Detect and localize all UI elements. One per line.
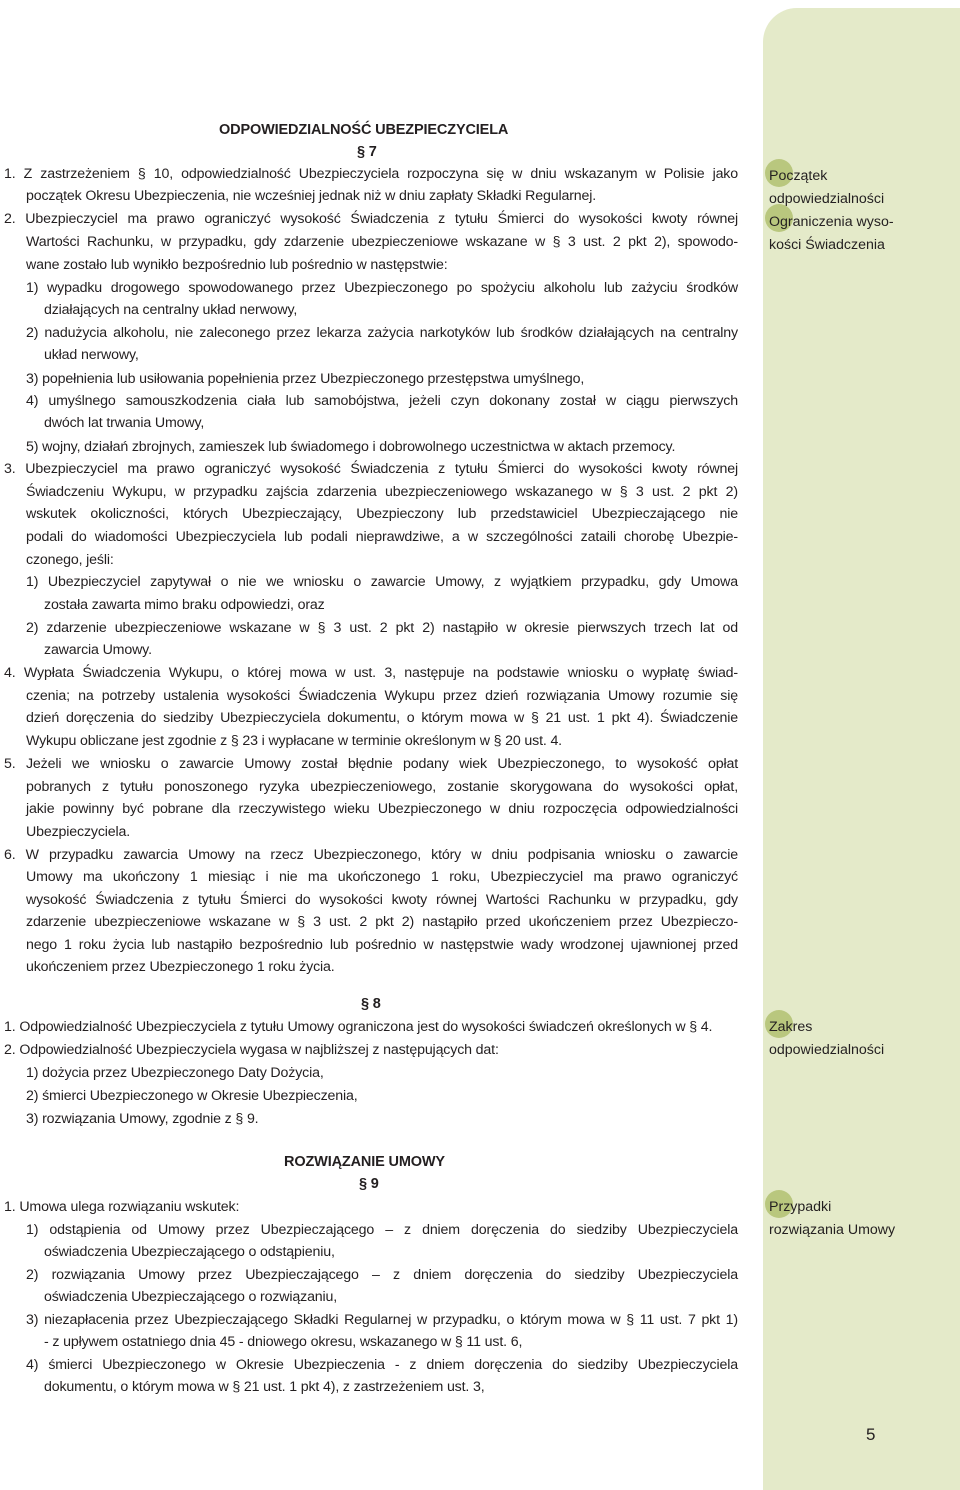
paragraph-line: początek Okresu Ubezpieczenia, nie wcześniej jednak niż w dniu zapłaty Składki Regularnej. [26,188,597,204]
paragraph-line: nego 1 roku życia lub nastąpiło bezpośrednio lub pośrednio w następstwie wady wrodzonej ujawnionej przed [26,937,738,953]
paragraph-line: jakie powinny być pobrane dla rzeczywistego wieku Ubezpieczonego w dniu rozpoczęcia odpowiedzialności [26,801,738,817]
list-item: 1) dożycia przez Ubezpieczonego Daty Dożycia, [26,1065,324,1081]
heading-termination: ROZWIĄZANIE UMOWY [284,1154,445,1170]
margin-note: odpowiedzialności [769,191,885,207]
list-item: 3) rozwiązania Umowy, zgodnie z § 9. [26,1111,259,1127]
margin-note: Początek [769,168,828,184]
paragraph-line: 3. Ubezpieczyciel ma prawo ograniczyć wysokość Świadczenia z tytułu Śmierci do wysokości kwoty równej [4,461,738,477]
list-item-continuation: dwóch lat trwania Umowy, [44,415,205,431]
margin-note: odpowiedzialności [769,1042,885,1058]
paragraph-line: Ubezpieczyciela. [26,824,131,840]
paragraph-line: Umowy ma ukończony 1 miesiąc i nie ma ukończonego 1 roku, Ubezpieczyciel ma prawo ograniczyć [26,869,738,885]
paragraph-line: wane zostało lub wynikło bezpośrednio lub pośrednio w następstwie: [26,257,448,273]
paragraph-line: 2. Ubezpieczyciel ma prawo ograniczyć wysokość Świadczenia z tytułu Śmierci do wysokości kwoty równej [4,211,738,227]
paragraph-line: ukończeniem przez Ubezpieczonego 1 roku życia. [26,959,335,975]
paragraph-line: czonego, jeśli: [26,552,114,568]
list-item: 4) śmierci Ubezpieczonego w Okresie Ubezpieczenia - z dniem doręczenia do siedziby Ubezpieczyciela [26,1357,738,1373]
paragraph-line: Świadczeniu Wykupu, w przypadku zajścia zdarzenia ubezpieczeniowego wskazanego w § 3 ust. 2 pkt 2) [26,484,738,500]
list-item: 1) odstąpienia od Umowy przez Ubezpieczającego – z dniem doręczenia do siedziby Ubezpieczyciela [26,1222,738,1238]
paragraph-line: 5. Jeżeli we wniosku o zawarcie Umowy został błędnie podany wiek Ubezpieczonego, to wysokość opłat [4,756,738,772]
list-item-continuation: działających na centralny układ nerwowy, [44,302,298,318]
list-item-continuation: oświadczenia Ubezpieczającego o rozwiązaniu, [44,1289,338,1305]
page-number: 5 [866,1425,876,1444]
list-item: 3) niezapłacenia przez Ubezpieczającego Składki Regularnej w przypadku, o którym mowa w § 11 ust. 7 pkt 1) [26,1312,738,1328]
list-item-continuation: oświadczenia Ubezpieczającego o odstąpieniu, [44,1244,335,1260]
list-item-continuation: dokumentu, o którym mowa w § 21 ust. 1 pkt 4), z zastrzeżeniem ust. 3, [44,1379,485,1395]
paragraph-line: 4. Wypłata Świadczenia Wykupu, o której mowa w ust. 3, następuje na podstawie wniosku o wypłatę świad- [4,665,738,681]
paragraph-line: Wykupu obliczane jest zgodnie z § 23 i wypłacane w terminie określonym w § 20 ust. 4. [26,733,562,749]
margin-note: Zakres [769,1019,813,1035]
list-item-continuation: układ nerwowy, [44,347,139,363]
paragraph-line: 1. Z zastrzeżeniem § 10, odpowiedzialność Ubezpieczyciela rozpoczyna się w dniu wskazanym w Polisie jako [4,166,738,182]
list-item-continuation: została zawarta mimo braku odpowiedzi, oraz [44,597,325,613]
section-9-marker: § 9 [359,1176,379,1192]
section-7-marker: § 7 [357,144,377,160]
margin-note: Przypadki [769,1199,832,1215]
paragraph-line: 1. Odpowiedzialność Ubezpieczyciela z tytułu Umowy ograniczona jest do wysokości świadczeń określonych w § 4. [4,1019,713,1035]
margin-note: kości Świadczenia [769,237,885,253]
list-item: 4) umyślnego samouszkodzenia ciała lub samobójstwa, jeżeli czyn dokonany został w ciągu pierwszych [26,393,738,409]
list-item-continuation: zawarcia Umowy. [44,642,152,658]
paragraph-line: czenia; na potrzeby ustalenia wysokości Świadczenia Wykupu przez dzień rozwiązania Umowy rozumie się [26,688,738,704]
list-item: 1) wypadku drogowego spowodowanego przez Ubezpieczonego po spożyciu alkoholu lub zażyciu środków [26,280,738,296]
list-item: 2) zdarzenie ubezpieczeniowe wskazane w § 3 ust. 2 pkt 2) nastąpiło w okresie pierwszych trzech lat od [26,620,738,636]
paragraph-line: 1. Umowa ulega rozwiązaniu wskutek: [4,1199,240,1215]
list-item: 3) popełnienia lub usiłowania popełnienia przez Ubezpieczonego przestępstwa umyślnego, [26,371,585,387]
list-item: 2) śmierci Ubezpieczonego w Okresie Ubezpieczenia, [26,1088,358,1104]
section-8-marker: § 8 [361,996,381,1012]
margin-note: rozwiązania Umowy [769,1222,896,1238]
paragraph-line: pobranych z tytułu ponoszonego ryzyka ubezpieczeniowego, zostanie skorygowana do wysokości opłat, [26,779,738,795]
list-item: 5) wojny, działań zbrojnych, zamieszek lub świadomego i dobrowolnego uczestnictwa w aktach przemocy. [26,439,676,455]
paragraph-line: wysokość Świadczenia z tytułu Śmierci do wysokości kwoty równej Wartości Rachunku w przypadku, gdy [26,892,738,908]
paragraph-line: 6. W przypadku zawarcia Umowy na rzecz Ubezpieczonego, który w dniu podpisania wniosku o zawarcie [4,847,738,863]
paragraph-line: dzień doręczenia do siedziby Ubezpieczyciela dokumentu, o którym mowa w § 21 ust. 1 pkt 4). Świadczenie [26,710,738,726]
paragraph-line: Wartości Rachunku, w przypadku, gdy zdarzenie ubezpieczeniowe wskazane w § 3 ust. 2 pkt 2), spowodo- [26,234,738,250]
paragraph-line: 2. Odpowiedzialność Ubezpieczyciela wygasa w najbliższej z następujących dat: [4,1042,499,1058]
list-item: 1) Ubezpieczyciel zapytywał o nie we wniosku o zawarcie Umowy, z wyjątkiem przypadku, gdy Umowa [26,574,738,590]
heading-liability: ODPOWIEDZIALNOŚĆ UBEZPIECZYCIELA [219,122,509,138]
list-item: 2) nadużycia alkoholu, nie zaleconego przez lekarza zażycia narkotyków lub środków działających na centralny [26,325,738,341]
paragraph-line: zdarzenie ubezpieczeniowe wskazane w § 3 ust. 2 pkt 2) nastąpiło przed ukończeniem przez Ubezpieczo- [26,914,738,930]
margin-note: Ograniczenia wyso- [769,214,894,230]
paragraph-line: wskutek okoliczności, których Ubezpieczający, Ubezpieczony lub przedstawiciel Ubezpieczającego nie [26,506,738,522]
list-item-continuation: - z upływem ostatniego dnia 45 - dniowego okresu, wskazanego w § 11 ust. 6, [44,1334,523,1350]
list-item: 2) rozwiązania Umowy przez Ubezpieczającego – z dniem doręczenia do siedziby Ubezpieczyciela [26,1267,738,1283]
paragraph-line: podali do wiadomości Ubezpieczyciela lub podali nieprawdziwe, a w szczególności zataili chorobę Ubezpie- [26,529,738,545]
